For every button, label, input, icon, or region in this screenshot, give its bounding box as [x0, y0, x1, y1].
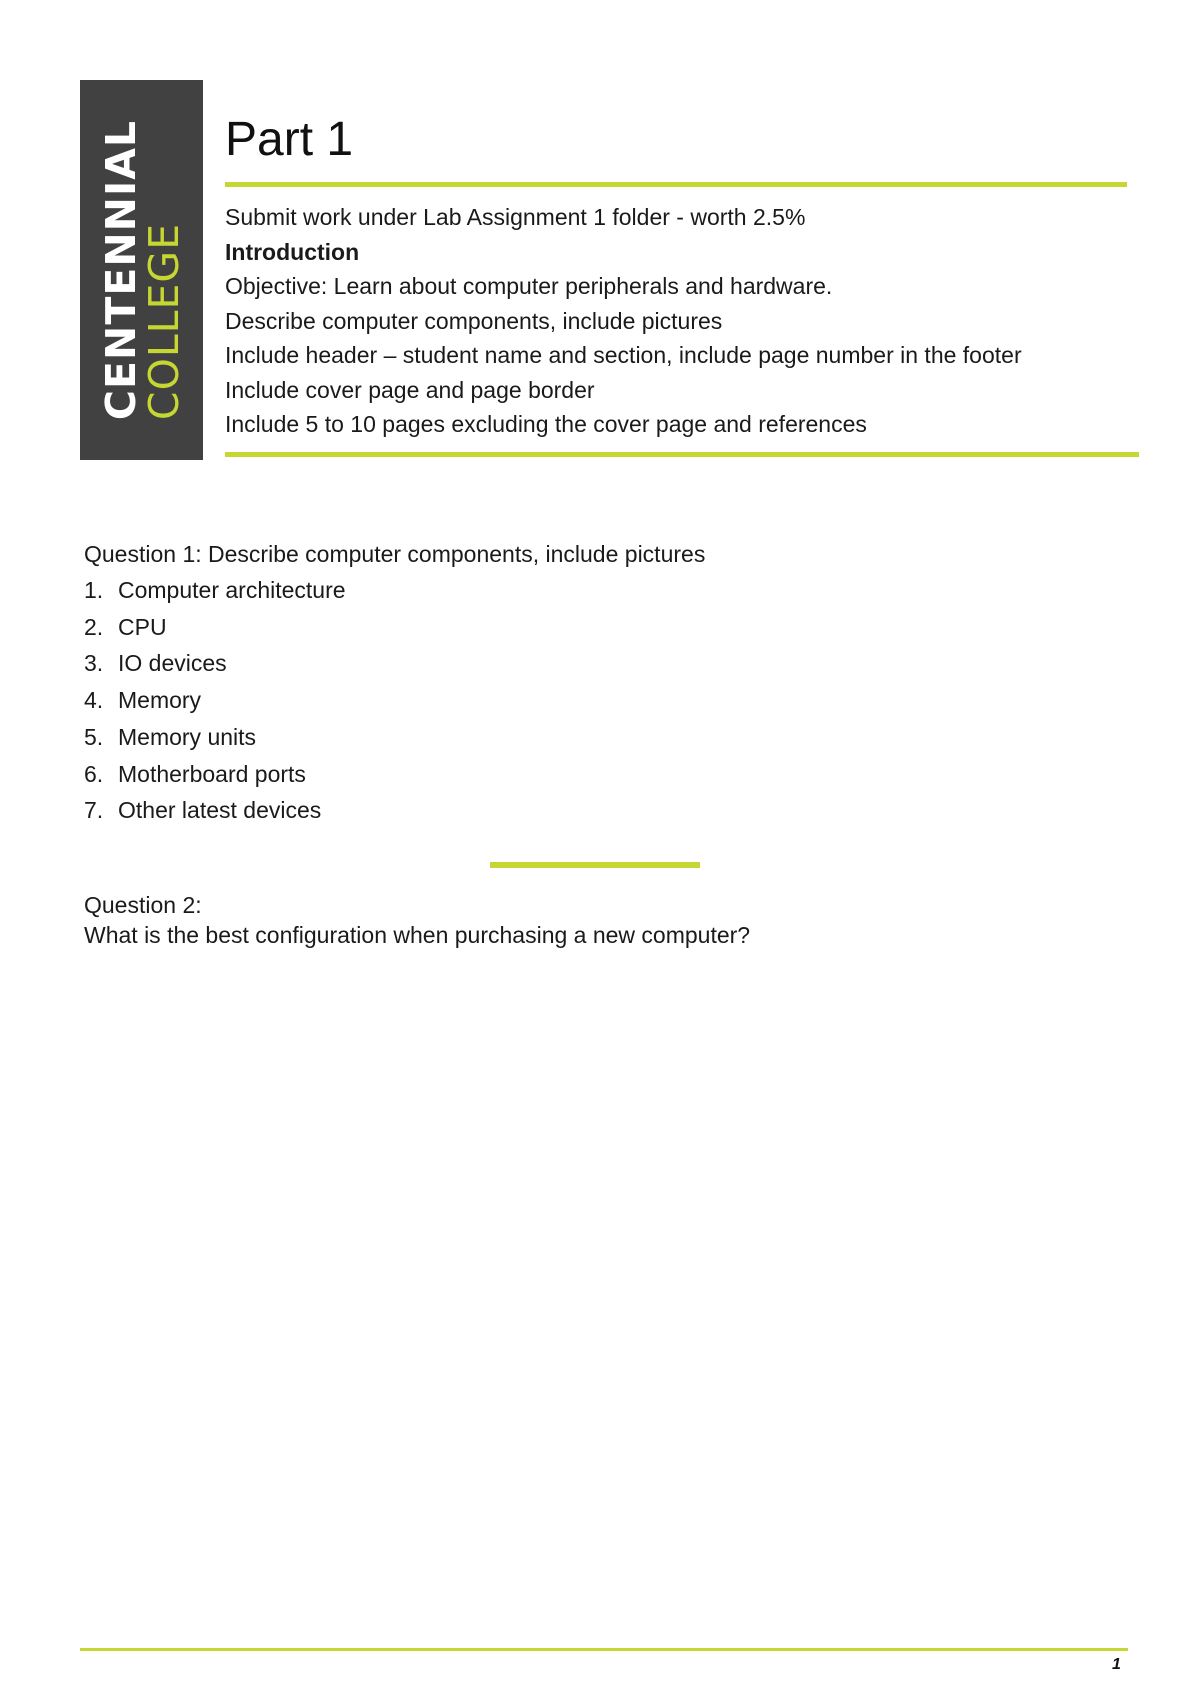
list-text: IO devices: [118, 650, 227, 677]
footer-divider: [80, 1648, 1128, 1651]
intro-line: Include 5 to 10 pages excluding the cover page and references: [225, 411, 867, 437]
title-divider: [225, 182, 1127, 187]
question-1-section: [84, 536, 705, 829]
logo-wordmark: [96, 119, 188, 421]
list-item: [84, 682, 705, 719]
list-text: CPU: [118, 613, 167, 640]
list-item: [84, 719, 705, 756]
section-divider: [490, 862, 700, 868]
list-text: Other latest devices: [118, 797, 322, 824]
intro-line: Include cover page and page border: [225, 376, 595, 403]
list-number: 7.: [84, 797, 104, 824]
question-1-list: [84, 572, 705, 829]
list-text: Memory: [118, 687, 202, 714]
intro-line: Describe computer components, include pictures: [225, 307, 723, 334]
list-number: 1.: [84, 577, 104, 603]
list-text: Motherboard ports: [118, 760, 306, 787]
question-2-text: What is the best configuration when purchasing a new computer?: [84, 922, 751, 948]
list-item: [84, 572, 705, 609]
list-text: Computer architecture: [118, 577, 346, 603]
logo-line-centennial: CENTENNIAL: [96, 119, 145, 421]
page-number: 1: [1112, 1656, 1121, 1673]
logo-line-college: COLLEGE: [139, 222, 188, 421]
list-text: Memory units: [118, 723, 257, 750]
list-number: 2.: [84, 613, 104, 640]
question-2-title: Question 2:: [84, 892, 202, 918]
intro-line: Objective: Learn about computer peripherals and hardware.: [225, 273, 833, 299]
intro-section: [225, 200, 1145, 442]
list-item: [84, 792, 705, 829]
list-number: 4.: [84, 687, 104, 714]
list-item: [84, 645, 705, 682]
list-item: [84, 609, 705, 646]
question-2-section: [84, 890, 750, 950]
question-1-title: Question 1: Describe computer components, include pictures: [84, 541, 706, 567]
list-number: 6.: [84, 760, 104, 787]
intro-heading: Introduction: [225, 238, 360, 265]
list-item: [84, 756, 705, 793]
list-number: 5.: [84, 723, 104, 750]
list-number: 3.: [84, 650, 104, 677]
page-title: Part 1: [225, 113, 354, 166]
intro-divider: [225, 452, 1139, 457]
college-logo: [80, 80, 203, 460]
submit-instruction: Submit work under Lab Assignment 1 folder - worth 2.5%: [225, 204, 806, 230]
intro-line: Include header – student name and section, include page number in the footer: [225, 342, 1022, 368]
